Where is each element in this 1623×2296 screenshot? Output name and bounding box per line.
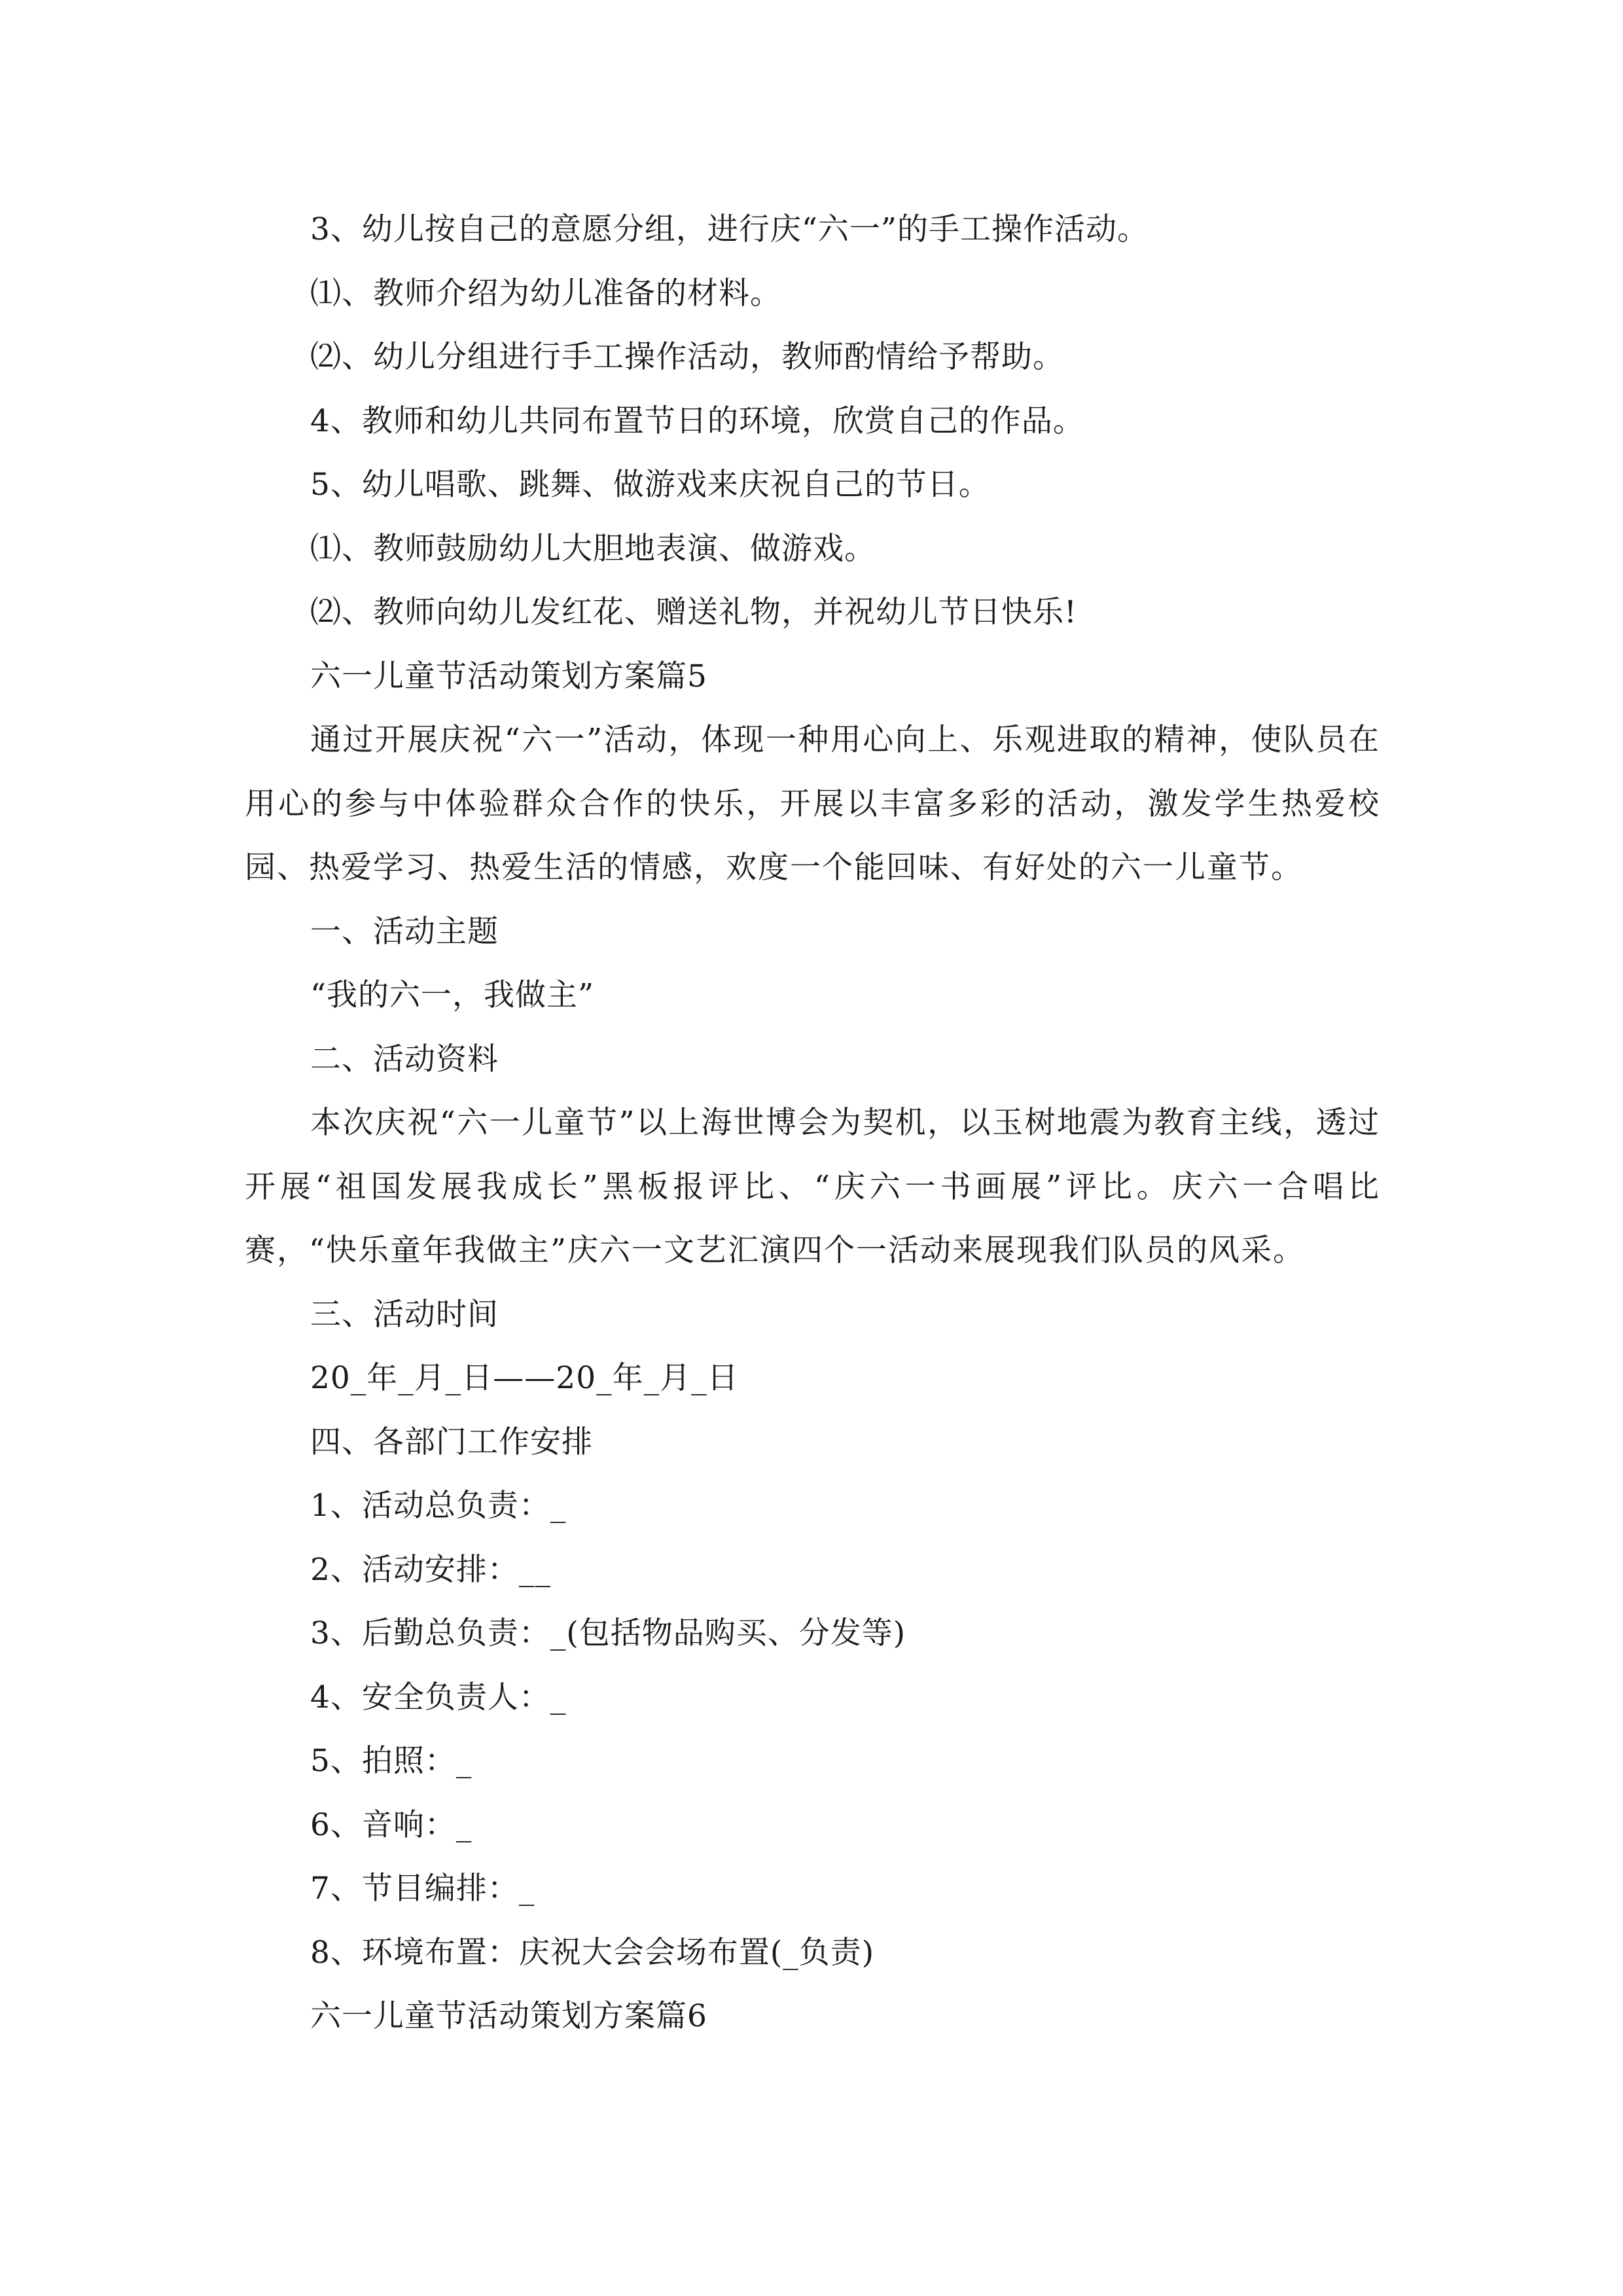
list-item: 8、环境布置：庆祝大会会场布置(_负责) <box>310 1934 875 1971</box>
list-item: 6、音响：_ <box>310 1806 473 1843</box>
theme-quote: “我的六一，我做主” <box>310 977 595 1013</box>
list-item: 3、后勤总负责：_(包括物品购买、分发等) <box>310 1615 906 1651</box>
time-heading: 三、活动时间 <box>310 1296 499 1333</box>
arrangement-heading: 四、各部门工作安排 <box>310 1424 593 1460</box>
list-item: 4、安全负责人：_ <box>310 1679 567 1715</box>
document-body <box>245 198 1380 2049</box>
step-3-line: 3、幼儿按自己的意愿分组，进行庆“六一”的手工操作活动。 <box>310 211 1149 247</box>
theme-heading: 一、活动主题 <box>310 913 499 950</box>
list-item: 1、活动总负责：_ <box>310 1488 567 1524</box>
step-5-sub-2-line: ⑵、教师向幼儿发红花、赠送礼物，并祝幼儿节日快乐! <box>310 594 1077 630</box>
step-3-sub-1-line: ⑴、教师介绍为幼儿准备的材料。 <box>310 275 781 312</box>
section-title-5: 六一儿童节活动策划方案篇5 <box>310 658 707 694</box>
materials-paragraph: 本次庆祝“六一儿童节”以上海世博会为契机，以玉树地震为教育主线，透过开展“祖国发展我成长”黑板报评比、“庆六一书画展”评比。庆六一合唱比赛，“快乐童年我做主”庆六一文艺汇演四个一活动来展现我们队员的风采。 <box>245 1105 1380 1268</box>
step-4-line: 4、教师和幼儿共同布置节日的环境，欣赏自己的作品。 <box>310 403 1084 439</box>
assignment-list <box>245 1474 1380 1984</box>
time-range: 20_年_月_日——20_年_月_日 <box>310 1360 739 1396</box>
step-3-sub-2-line: ⑵、幼儿分组进行手工操作活动，教师酌情给予帮助。 <box>310 339 1064 375</box>
list-item: 7、节目编排：_ <box>310 1871 535 1907</box>
step-5-line: 5、幼儿唱歌、跳舞、做游戏来庆祝自己的节日。 <box>310 467 990 503</box>
intro-paragraph: 通过开展庆祝“六一”活动，体现一种用心向上、乐观进取的精神，使队员在用心的参与中体验群众合作的快乐，开展以丰富多彩的活动，激发学生热爱校园、热爱学习、热爱生活的情感，欢度一个能回味、有好处的六一儿童节。 <box>245 722 1380 886</box>
section-title-6: 六一儿童节活动策划方案篇6 <box>310 1998 707 2034</box>
list-item: 2、活动安排：__ <box>310 1551 551 1588</box>
step-5-sub-1-line: ⑴、教师鼓励幼儿大胆地表演、做游戏。 <box>310 530 876 567</box>
list-item: 5、拍照：_ <box>310 1743 473 1779</box>
materials-heading: 二、活动资料 <box>310 1041 499 1077</box>
